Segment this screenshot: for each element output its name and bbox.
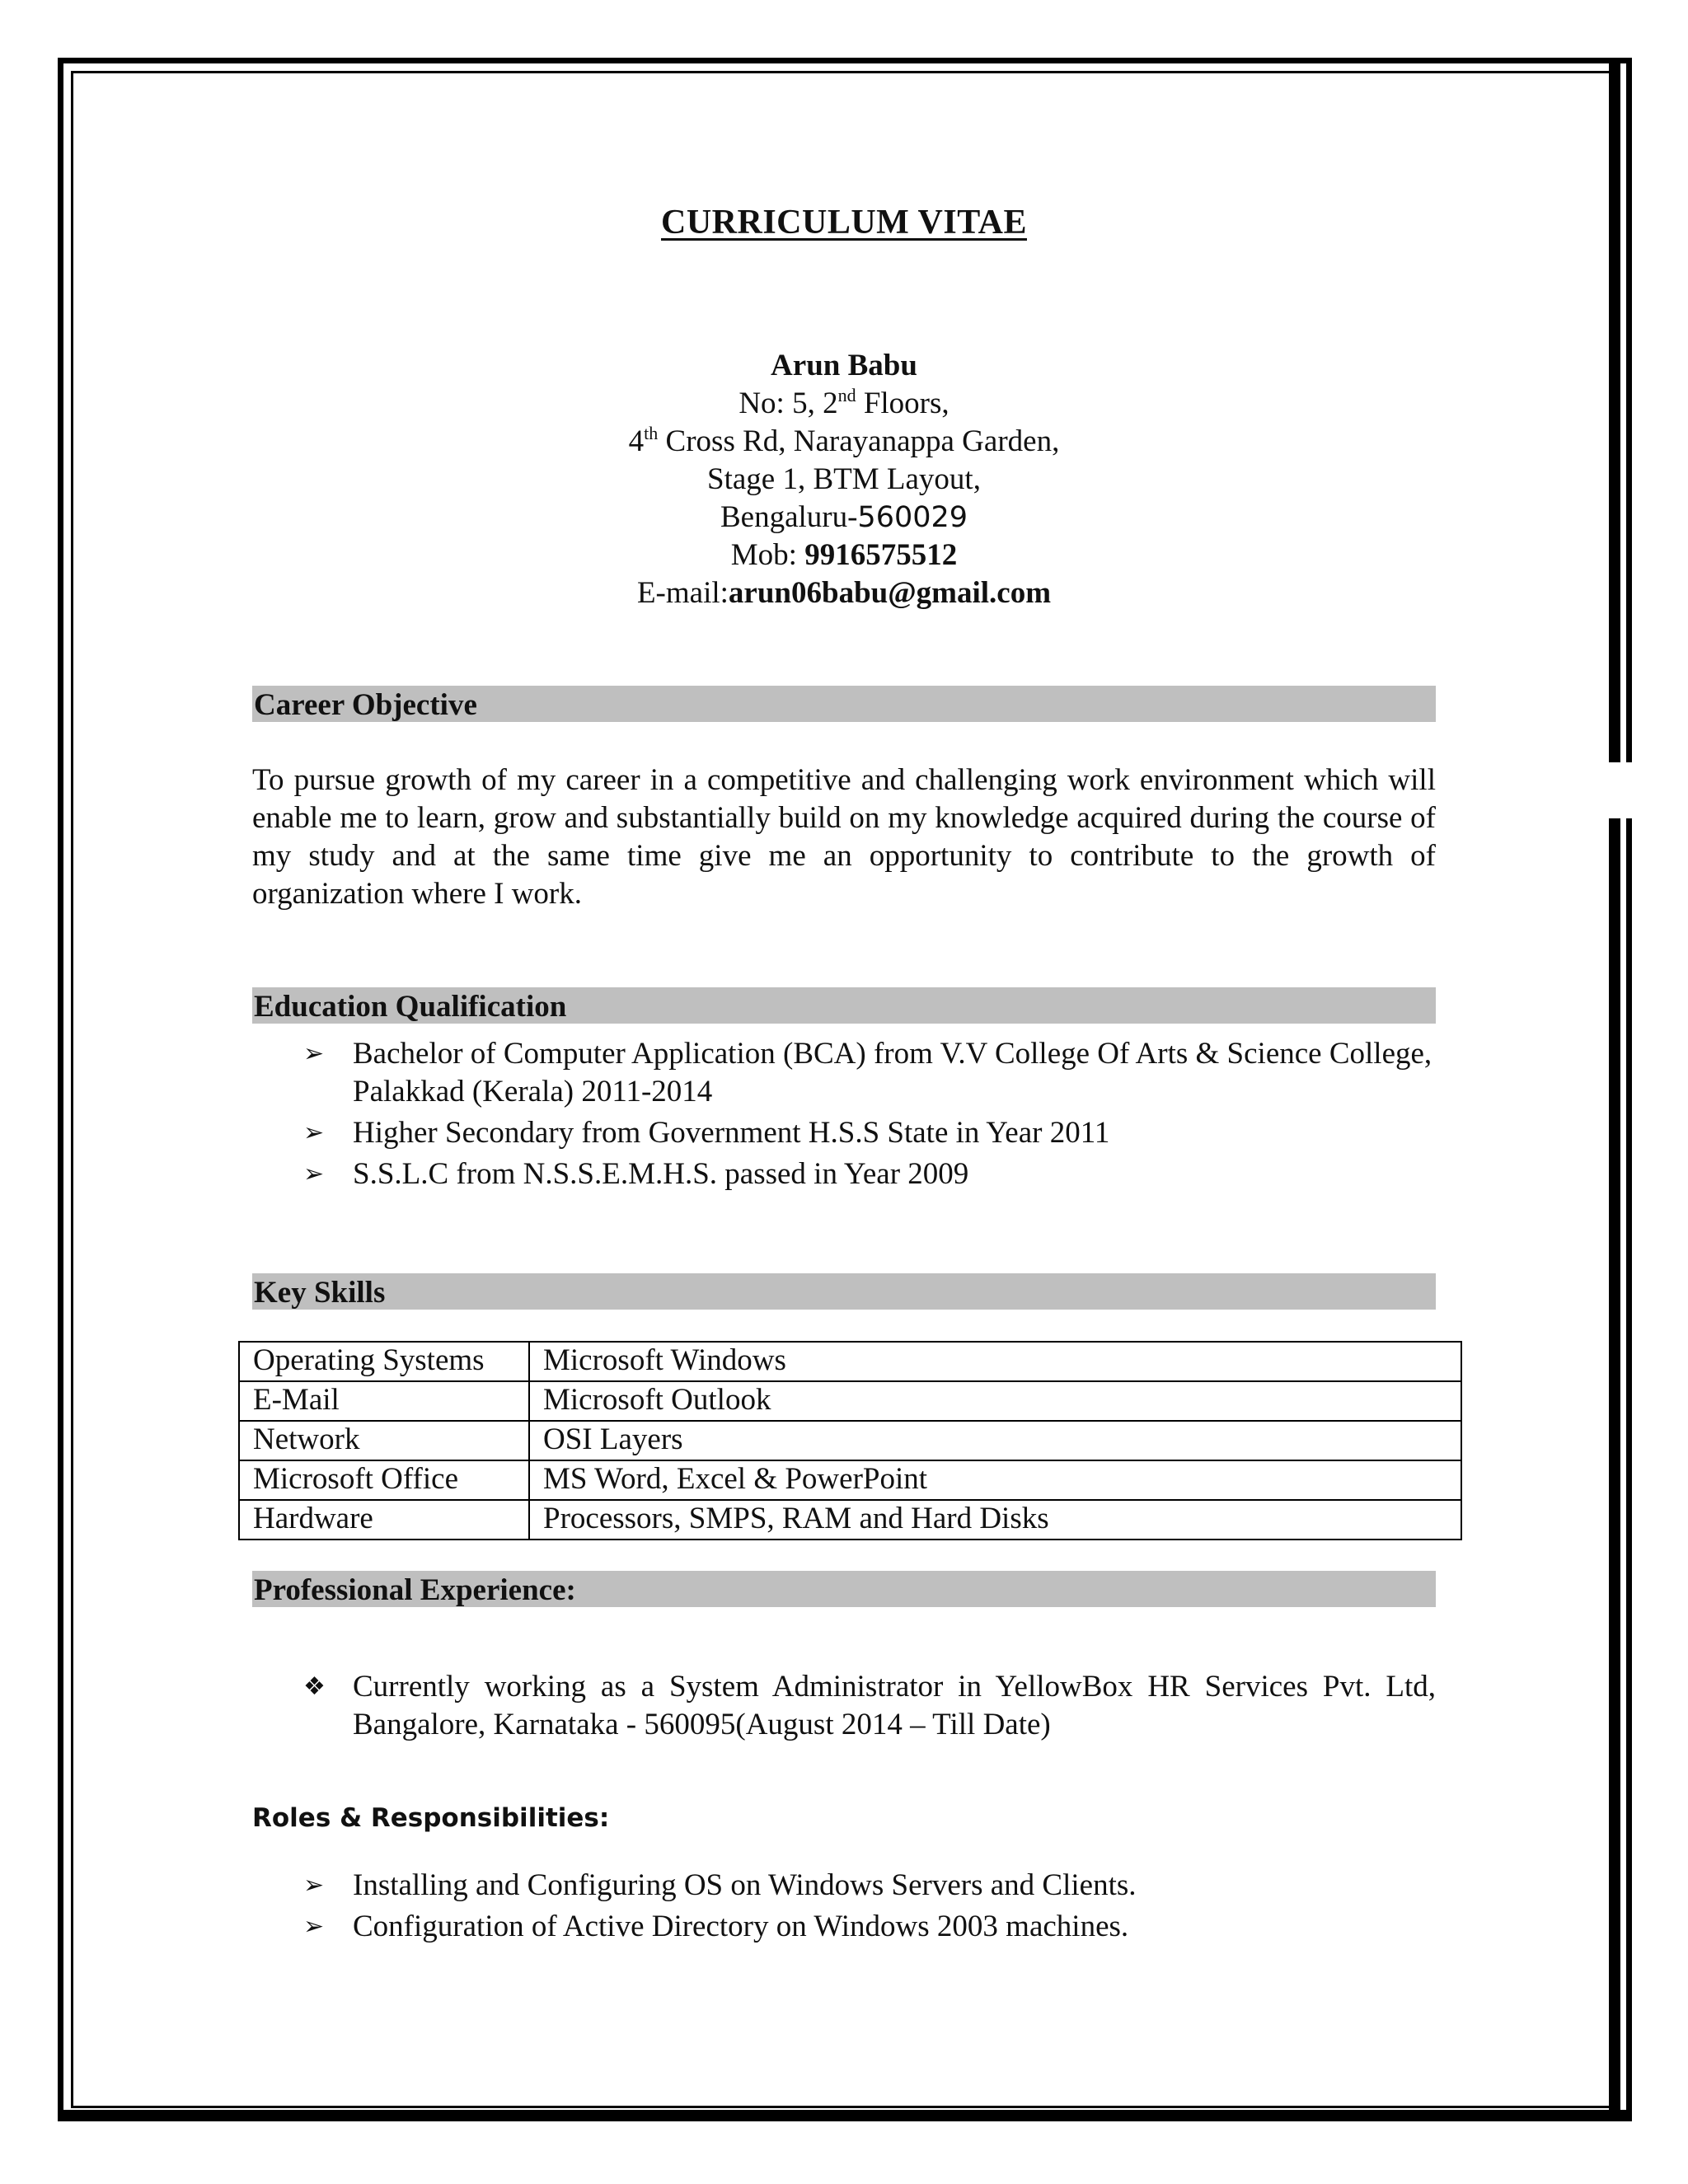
arrow-bullet-icon: ➢: [303, 1039, 325, 1068]
skill-value: Microsoft Windows: [529, 1342, 1461, 1381]
skill-category: Hardware: [239, 1500, 529, 1540]
career-objective-heading: Career Objective: [252, 686, 1436, 722]
skill-category: Network: [239, 1421, 529, 1460]
skill-category: Operating Systems: [239, 1342, 529, 1381]
list-item: ➢ Configuration of Active Directory on Windows 2003 machines.: [252, 1908, 1436, 1946]
list-item: ➢ Bachelor of Computer Application (BCA) from V.V College Of Arts & Science College, Palakkad (Kerala) 2011-2014: [303, 1037, 1432, 1108]
document-title: CURRICULUM VITAE: [661, 204, 1027, 241]
candidate-name: Arun Babu: [771, 349, 917, 382]
arrow-bullet-icon: ➢: [303, 1912, 325, 1941]
education-heading: Education Qualification: [252, 987, 1436, 1024]
table-row: [239, 1500, 1461, 1540]
table-row: [239, 1421, 1461, 1460]
roles-heading: Roles & Responsibilities:: [252, 1803, 610, 1833]
list-item: ➢ Installing and Configuring OS on Windows Servers and Clients.: [252, 1867, 1436, 1905]
address-line-3: Stage 1, BTM Layout,: [707, 462, 981, 496]
table-row: [239, 1381, 1461, 1421]
address-city: Bengaluru-560029: [720, 500, 968, 534]
skill-value: MS Word, Excel & PowerPoint: [529, 1460, 1461, 1500]
mobile-line: Mob: 9916575512: [730, 538, 958, 572]
page-border-bottom: [58, 2110, 1632, 2118]
experience-list: [252, 1668, 1436, 1747]
list-item: ➢ Higher Secondary from Government H.S.S State in Year 2011: [252, 1114, 1436, 1152]
table-row: [239, 1460, 1461, 1500]
skill-value: Microsoft Outlook: [529, 1381, 1461, 1421]
diamond-bullet-icon: ❖: [303, 1672, 326, 1701]
career-objective-text: To pursue growth of my career in a competitive and challenging work environment which will enable me to learn, grow and substantially build on my knowledge acquired during the course of my study and at the same time give me an opportunity to contribute to the growth of organization where I work.: [252, 763, 1436, 911]
border-gap: [1607, 762, 1640, 818]
email-address: arun06babu@gmail.com: [728, 576, 1052, 610]
experience-heading: Professional Experience:: [252, 1571, 1436, 1607]
arrow-bullet-icon: ➢: [303, 1118, 325, 1147]
roles-list: [252, 1867, 1436, 1949]
mobile-number: 9916575512: [804, 538, 958, 572]
contact-block: [0, 347, 1688, 612]
arrow-bullet-icon: ➢: [303, 1160, 325, 1188]
education-list: [252, 1035, 1436, 1197]
address-line-1: No: 5, 2nd Floors,: [738, 385, 950, 420]
key-skills-table: [238, 1341, 1462, 1540]
skill-value: OSI Layers: [529, 1421, 1461, 1460]
skill-category: E-Mail: [239, 1381, 529, 1421]
list-item: ❖ Currently working as a System Administrator in YellowBox HR Services Pvt. Ltd, Bangalore, Karnataka - 560095(August 2014 – Till Date): [303, 1670, 1436, 1741]
key-skills-heading: Key Skills: [252, 1273, 1436, 1310]
email-line: E-mail:arun06babu@gmail.com: [636, 576, 1052, 610]
skill-category: Microsoft Office: [239, 1460, 529, 1500]
list-item: ➢ S.S.L.C from N.S.S.E.M.H.S. passed in Year 2009: [252, 1155, 1436, 1193]
address-line-2: 4th Cross Rd, Narayanappa Garden,: [628, 423, 1060, 458]
table-row: [239, 1342, 1461, 1381]
skill-value: Processors, SMPS, RAM and Hard Disks: [529, 1500, 1461, 1540]
arrow-bullet-icon: ➢: [303, 1871, 325, 1900]
